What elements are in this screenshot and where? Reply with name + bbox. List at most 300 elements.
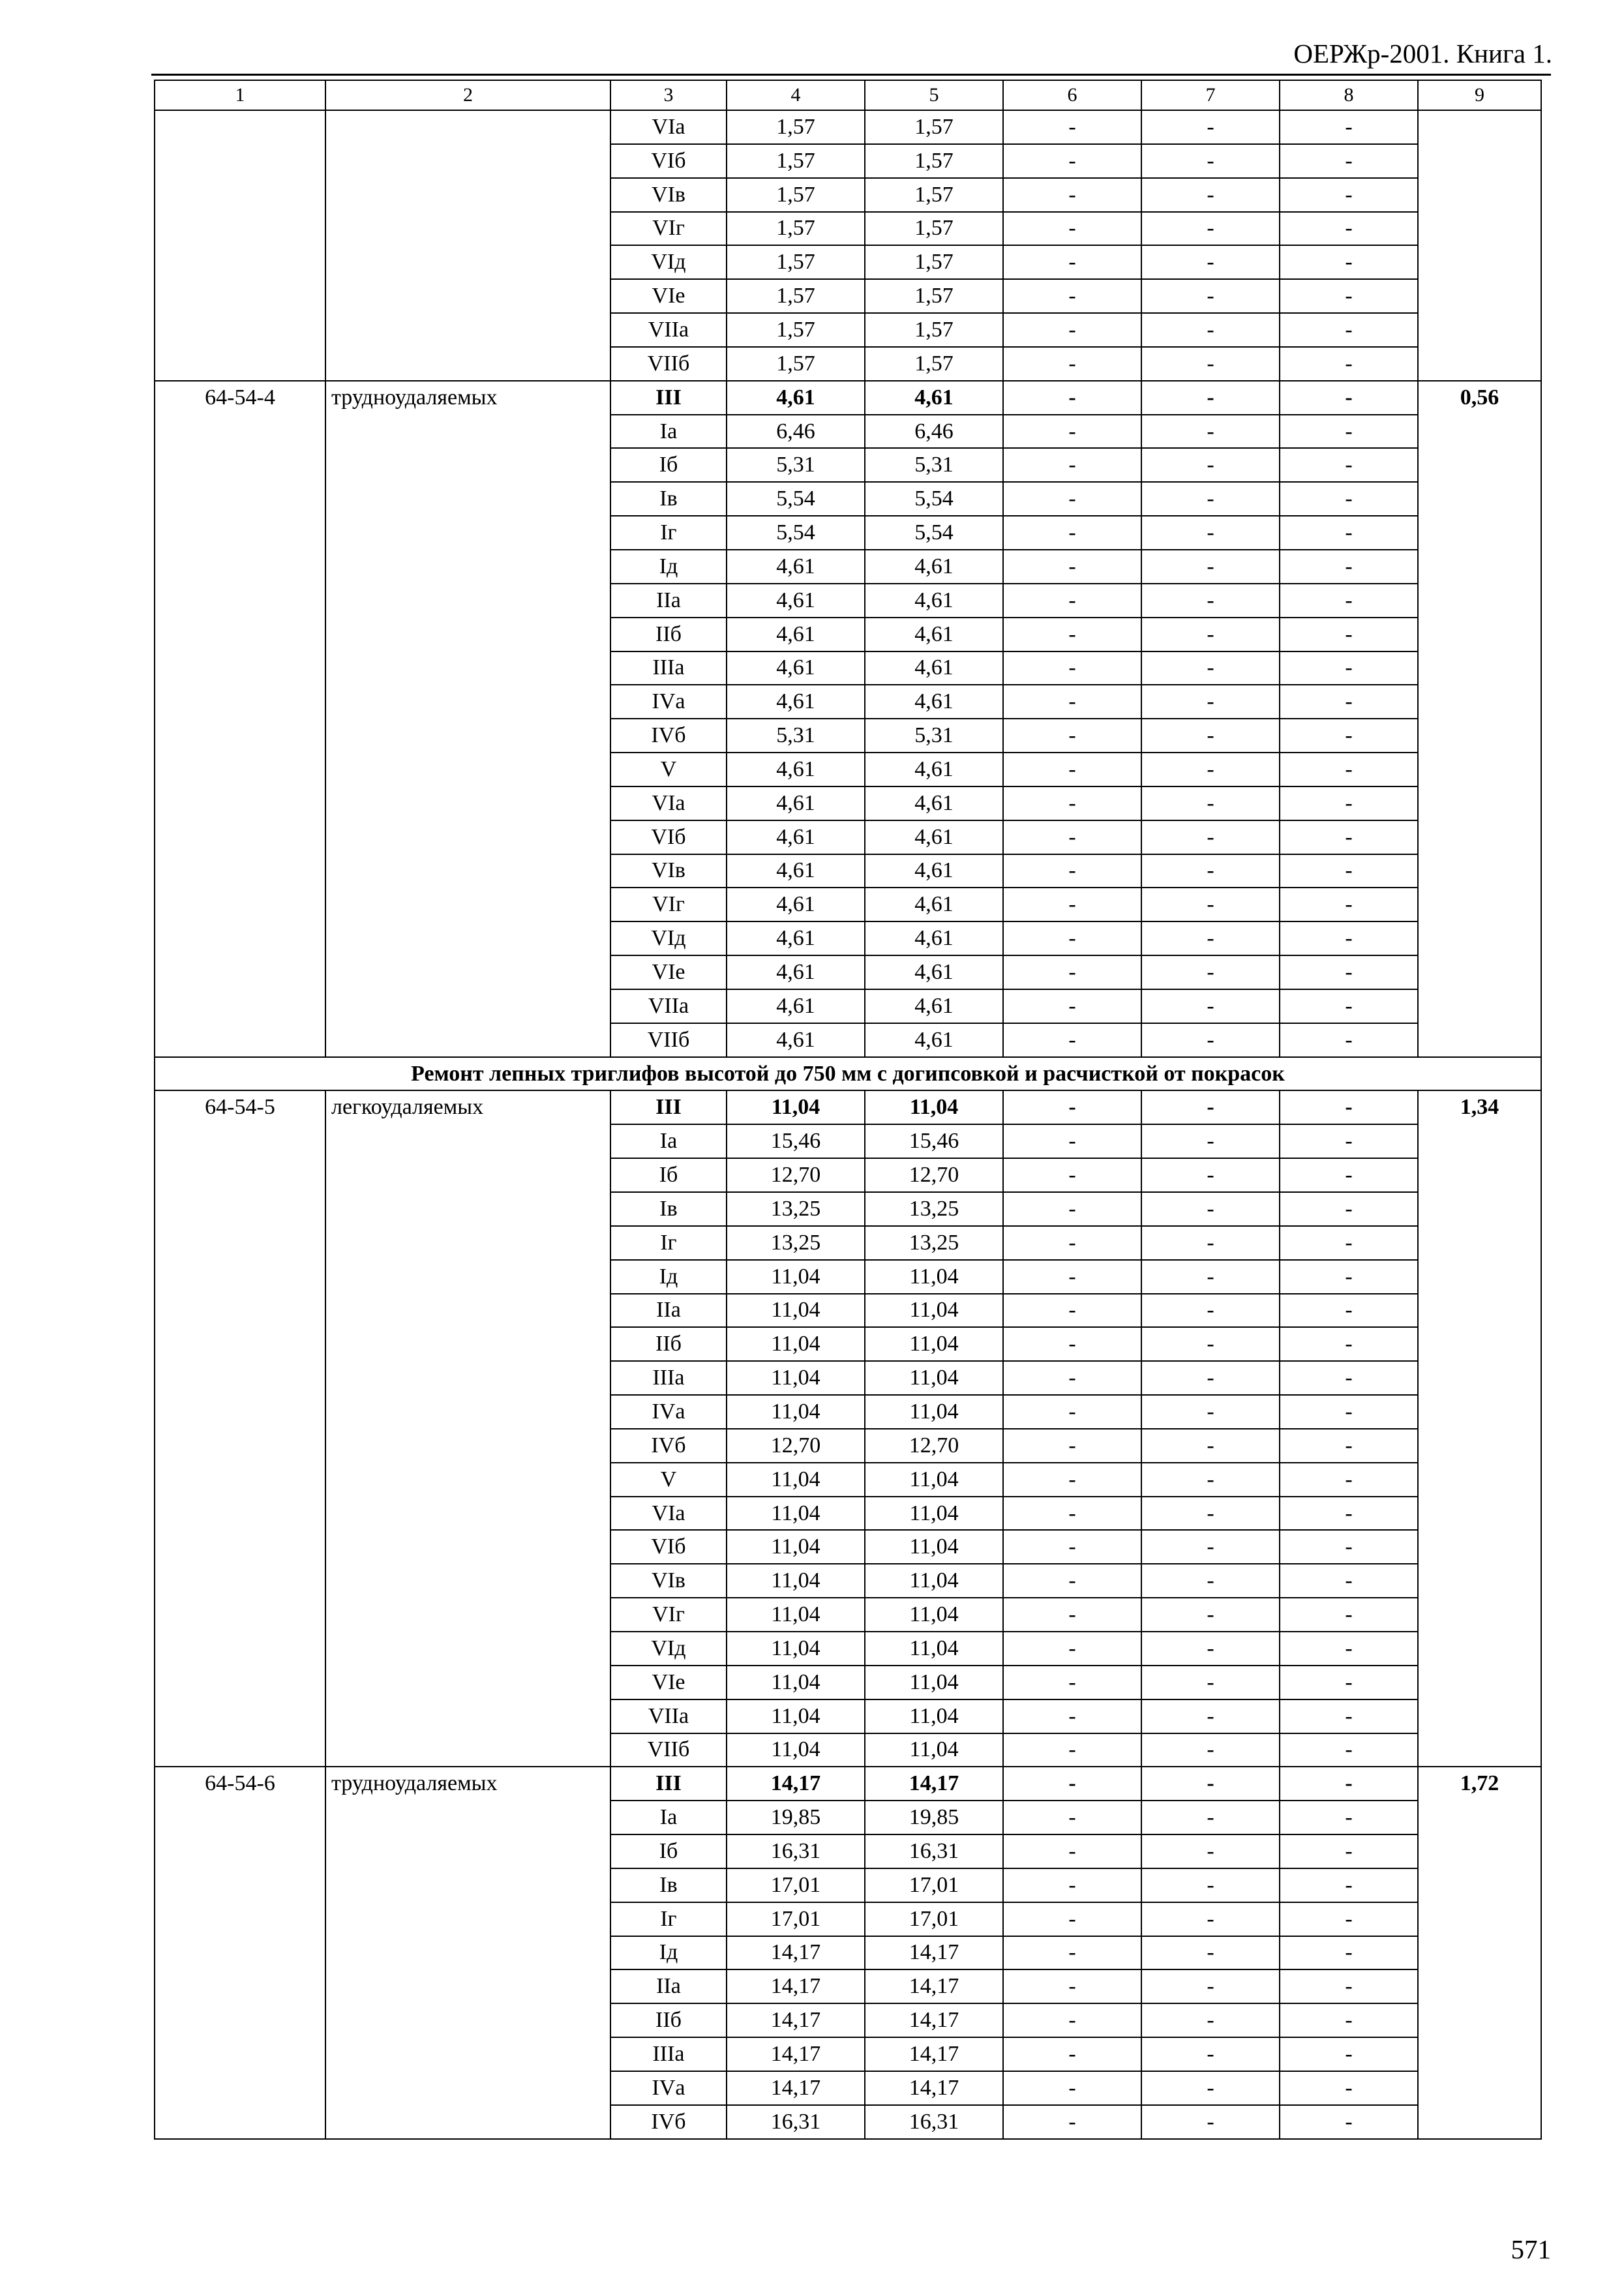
value-cell: - — [1280, 753, 1418, 786]
zone-cell: Iг — [610, 516, 727, 550]
value-cell: 11,04 — [727, 1260, 865, 1294]
value-cell: - — [1280, 448, 1418, 482]
value-cell: - — [1141, 820, 1280, 854]
value-cell: - — [1280, 2105, 1418, 2139]
value-cell: 4,61 — [865, 1023, 1003, 1057]
value-cell: 11,04 — [865, 1395, 1003, 1429]
value-cell: 5,54 — [865, 482, 1003, 516]
value-cell: - — [1141, 1530, 1280, 1564]
value-cell: 11,04 — [865, 1733, 1003, 1767]
value-cell: - — [1003, 1192, 1141, 1226]
column-number-cell: 4 — [727, 80, 865, 110]
zone-cell: Iд — [610, 1260, 727, 1294]
value-cell: 4,61 — [865, 820, 1003, 854]
value-cell: 1,57 — [727, 347, 865, 381]
value-cell: - — [1003, 2003, 1141, 2037]
value-cell: - — [1141, 516, 1280, 550]
page-number: 571 — [1511, 2234, 1551, 2264]
col9-value — [1418, 110, 1541, 381]
value-cell: - — [1003, 279, 1141, 313]
value-cell: - — [1003, 1902, 1141, 1936]
value-cell: 1,57 — [865, 144, 1003, 178]
value-cell: - — [1280, 1226, 1418, 1260]
value-cell: 17,01 — [865, 1902, 1003, 1936]
zone-cell: VIд — [610, 245, 727, 279]
value-cell: - — [1003, 989, 1141, 1023]
column-number-cell: 2 — [325, 80, 610, 110]
value-cell: - — [1003, 2071, 1141, 2105]
value-cell: 1,57 — [727, 313, 865, 347]
column-number-cell: 9 — [1418, 80, 1541, 110]
value-cell: - — [1141, 1327, 1280, 1361]
zone-cell: IVб — [610, 2105, 727, 2139]
value-cell: - — [1141, 786, 1280, 820]
value-cell: - — [1003, 381, 1141, 415]
value-cell: 5,54 — [727, 482, 865, 516]
value-cell: - — [1280, 1090, 1418, 1124]
column-number-cell: 7 — [1141, 80, 1280, 110]
value-cell: - — [1003, 415, 1141, 449]
value-cell: 11,04 — [865, 1294, 1003, 1328]
value-cell: - — [1003, 753, 1141, 786]
value-cell: 4,61 — [727, 989, 865, 1023]
zone-cell: VIIб — [610, 1023, 727, 1057]
value-cell: - — [1141, 1834, 1280, 1868]
value-cell: - — [1280, 415, 1418, 449]
zone-cell: Iб — [610, 1834, 727, 1868]
value-cell: - — [1280, 584, 1418, 618]
zone-cell: Iв — [610, 482, 727, 516]
zone-cell: Iв — [610, 1868, 727, 1902]
zone-cell: VIе — [610, 279, 727, 313]
value-cell: - — [1141, 245, 1280, 279]
value-cell: 11,04 — [865, 1632, 1003, 1666]
value-cell: - — [1280, 1767, 1418, 1801]
value-cell: - — [1280, 989, 1418, 1023]
value-cell: - — [1280, 1192, 1418, 1226]
value-cell: - — [1280, 482, 1418, 516]
value-cell: - — [1003, 1699, 1141, 1733]
value-cell: 1,57 — [865, 212, 1003, 246]
value-cell: 11,04 — [865, 1463, 1003, 1497]
value-cell: 11,04 — [727, 1327, 865, 1361]
value-cell: - — [1141, 955, 1280, 989]
value-cell: 4,61 — [865, 786, 1003, 820]
rate-name — [325, 110, 610, 381]
value-cell: - — [1141, 1294, 1280, 1328]
value-cell: - — [1280, 212, 1418, 246]
value-cell: 11,04 — [727, 1564, 865, 1598]
value-cell: - — [1280, 1497, 1418, 1531]
value-cell: - — [1280, 1361, 1418, 1395]
value-cell: 14,17 — [727, 2037, 865, 2071]
value-cell: 11,04 — [727, 1463, 865, 1497]
column-number-cell: 1 — [155, 80, 325, 110]
value-cell: 4,61 — [727, 584, 865, 618]
value-cell: - — [1003, 584, 1141, 618]
value-cell: 4,61 — [865, 584, 1003, 618]
section-title: Ремонт лепных триглифов высотой до 750 мм с догипсовкой и расчисткой от покрасок — [155, 1057, 1541, 1091]
value-cell: 17,01 — [727, 1902, 865, 1936]
value-cell: - — [1003, 685, 1141, 719]
value-cell: 14,17 — [727, 1936, 865, 1970]
value-cell: - — [1141, 1564, 1280, 1598]
zone-cell: VIIб — [610, 347, 727, 381]
value-cell: - — [1141, 584, 1280, 618]
value-cell: 11,04 — [727, 1666, 865, 1699]
value-cell: 1,57 — [865, 279, 1003, 313]
table-row — [155, 381, 1541, 415]
value-cell: - — [1280, 1902, 1418, 1936]
value-cell: - — [1141, 1192, 1280, 1226]
value-cell: 5,31 — [727, 719, 865, 753]
section-row — [155, 1057, 1541, 1091]
value-cell: 4,61 — [727, 651, 865, 685]
value-cell: - — [1003, 1327, 1141, 1361]
zone-cell: VIг — [610, 888, 727, 921]
rate-code — [155, 110, 325, 381]
zone-cell: VIв — [610, 854, 727, 888]
zone-cell: III — [610, 1767, 727, 1801]
value-cell: 1,57 — [727, 279, 865, 313]
column-number-cell: 5 — [865, 80, 1003, 110]
value-cell: - — [1003, 888, 1141, 921]
value-cell: 1,57 — [727, 212, 865, 246]
col9-value: 0,56 — [1418, 381, 1541, 1057]
value-cell: - — [1003, 516, 1141, 550]
value-cell: - — [1003, 1801, 1141, 1834]
value-cell: - — [1141, 144, 1280, 178]
value-cell: - — [1141, 1429, 1280, 1463]
value-cell: - — [1280, 516, 1418, 550]
value-cell: - — [1280, 313, 1418, 347]
value-cell: - — [1141, 2071, 1280, 2105]
rate-name: легкоудаляемых — [325, 1090, 610, 1767]
value-cell: 12,70 — [727, 1429, 865, 1463]
value-cell: 4,61 — [727, 1023, 865, 1057]
value-cell: - — [1280, 1124, 1418, 1158]
zone-cell: VIд — [610, 1632, 727, 1666]
zone-cell: IIб — [610, 2003, 727, 2037]
value-cell: - — [1003, 550, 1141, 584]
value-cell: - — [1003, 1395, 1141, 1429]
value-cell: - — [1141, 1699, 1280, 1733]
value-cell: 14,17 — [727, 1969, 865, 2003]
zone-cell: IIIа — [610, 651, 727, 685]
value-cell: 4,61 — [727, 381, 865, 415]
value-cell: - — [1003, 1868, 1141, 1902]
value-cell: - — [1280, 786, 1418, 820]
value-cell: 1,57 — [727, 245, 865, 279]
value-cell: - — [1141, 1090, 1280, 1124]
zone-cell: IVа — [610, 1395, 727, 1429]
zone-cell: IVа — [610, 685, 727, 719]
value-cell: - — [1280, 1327, 1418, 1361]
value-cell: 11,04 — [865, 1327, 1003, 1361]
value-cell: 19,85 — [865, 1801, 1003, 1834]
value-cell: 16,31 — [865, 2105, 1003, 2139]
value-cell: 14,17 — [865, 1936, 1003, 1970]
value-cell: - — [1280, 1868, 1418, 1902]
page-header: ОЕРЖр-2001. Книга 1. — [1293, 38, 1552, 68]
value-cell: - — [1141, 313, 1280, 347]
value-cell: - — [1141, 989, 1280, 1023]
value-cell: - — [1280, 1969, 1418, 2003]
value-cell: - — [1141, 719, 1280, 753]
value-cell: - — [1003, 1969, 1141, 2003]
zone-cell: Iг — [610, 1902, 727, 1936]
zone-cell: VIа — [610, 110, 727, 144]
value-cell: - — [1280, 2003, 1418, 2037]
value-cell: 11,04 — [865, 1090, 1003, 1124]
value-cell: - — [1141, 1801, 1280, 1834]
value-cell: - — [1003, 618, 1141, 651]
value-cell: 11,04 — [727, 1294, 865, 1328]
value-cell: - — [1141, 1868, 1280, 1902]
value-cell: 15,46 — [865, 1124, 1003, 1158]
value-cell: - — [1003, 1834, 1141, 1868]
value-cell: - — [1280, 1699, 1418, 1733]
zone-cell: Iа — [610, 1801, 727, 1834]
value-cell: 11,04 — [727, 1598, 865, 1632]
value-cell: 4,61 — [727, 955, 865, 989]
value-cell: - — [1280, 1260, 1418, 1294]
value-cell: 11,04 — [727, 1632, 865, 1666]
value-cell: 4,61 — [865, 685, 1003, 719]
zone-cell: IVб — [610, 1429, 727, 1463]
value-cell: - — [1141, 212, 1280, 246]
value-cell: - — [1141, 651, 1280, 685]
value-cell: - — [1141, 110, 1280, 144]
value-cell: - — [1280, 820, 1418, 854]
value-cell: 14,17 — [865, 2037, 1003, 2071]
value-cell: - — [1003, 482, 1141, 516]
value-cell: - — [1141, 1902, 1280, 1936]
value-cell: 1,57 — [865, 245, 1003, 279]
value-cell: 11,04 — [865, 1699, 1003, 1733]
value-cell: 4,61 — [727, 786, 865, 820]
value-cell: - — [1003, 854, 1141, 888]
value-cell: 11,04 — [865, 1260, 1003, 1294]
value-cell: - — [1280, 1733, 1418, 1767]
value-cell: - — [1141, 1767, 1280, 1801]
value-cell: - — [1280, 955, 1418, 989]
column-number-cell: 8 — [1280, 80, 1418, 110]
table-row — [155, 1767, 1541, 1801]
value-cell: 13,25 — [865, 1192, 1003, 1226]
value-cell: - — [1003, 1632, 1141, 1666]
column-number-cell: 6 — [1003, 80, 1141, 110]
rate-code: 64-54-6 — [155, 1767, 325, 2138]
value-cell: - — [1280, 1834, 1418, 1868]
zone-cell: VIе — [610, 1666, 727, 1699]
value-cell: 13,25 — [727, 1226, 865, 1260]
column-number-row — [155, 80, 1541, 110]
value-cell: 11,04 — [865, 1361, 1003, 1395]
value-cell: - — [1141, 921, 1280, 955]
value-cell: - — [1141, 1260, 1280, 1294]
zone-cell: VIв — [610, 1564, 727, 1598]
zone-cell: IIа — [610, 1969, 727, 2003]
value-cell: - — [1141, 1497, 1280, 1531]
value-cell: - — [1280, 888, 1418, 921]
zone-cell: Iд — [610, 550, 727, 584]
value-cell: - — [1141, 1598, 1280, 1632]
value-cell: - — [1003, 347, 1141, 381]
value-cell: 4,61 — [865, 753, 1003, 786]
value-cell: 6,46 — [727, 415, 865, 449]
value-cell: 1,57 — [727, 178, 865, 212]
value-cell: - — [1003, 820, 1141, 854]
value-cell: 11,04 — [727, 1733, 865, 1767]
value-cell: - — [1003, 1226, 1141, 1260]
value-cell: 14,17 — [865, 1767, 1003, 1801]
value-cell: - — [1003, 1023, 1141, 1057]
value-cell: 6,46 — [865, 415, 1003, 449]
value-cell: 4,61 — [865, 854, 1003, 888]
value-cell: 4,61 — [727, 888, 865, 921]
value-cell: - — [1280, 2037, 1418, 2071]
value-cell: - — [1003, 786, 1141, 820]
zone-cell: VIа — [610, 786, 727, 820]
value-cell: - — [1141, 347, 1280, 381]
value-cell: - — [1003, 144, 1141, 178]
value-cell: - — [1141, 1395, 1280, 1429]
value-cell: - — [1280, 1395, 1418, 1429]
value-cell: 13,25 — [727, 1192, 865, 1226]
value-cell: 1,57 — [865, 178, 1003, 212]
value-cell: - — [1003, 921, 1141, 955]
value-cell: 11,04 — [727, 1395, 865, 1429]
value-cell: 4,61 — [865, 888, 1003, 921]
value-cell: 5,54 — [865, 516, 1003, 550]
zone-cell: Iа — [610, 415, 727, 449]
value-cell: 4,61 — [727, 685, 865, 719]
zone-cell: VIд — [610, 921, 727, 955]
value-cell: - — [1003, 1936, 1141, 1970]
value-cell: - — [1280, 178, 1418, 212]
value-cell: 16,31 — [727, 1834, 865, 1868]
col9-value: 1,34 — [1418, 1090, 1541, 1767]
value-cell: - — [1280, 685, 1418, 719]
value-cell: - — [1141, 753, 1280, 786]
value-cell: - — [1141, 178, 1280, 212]
value-cell: - — [1003, 245, 1141, 279]
value-cell: 4,61 — [865, 955, 1003, 989]
value-cell: 15,46 — [727, 1124, 865, 1158]
value-cell: 4,61 — [727, 854, 865, 888]
zone-cell: III — [610, 381, 727, 415]
value-cell: 4,61 — [865, 381, 1003, 415]
value-cell: - — [1280, 1023, 1418, 1057]
value-cell: - — [1280, 651, 1418, 685]
value-cell: 1,57 — [865, 313, 1003, 347]
value-cell: - — [1003, 2037, 1141, 2071]
value-cell: - — [1003, 1158, 1141, 1192]
value-cell: - — [1280, 719, 1418, 753]
rate-name: трудноудаляемых — [325, 1767, 610, 2138]
value-cell: 5,54 — [727, 516, 865, 550]
column-number-cell: 3 — [610, 80, 727, 110]
value-cell: - — [1280, 1463, 1418, 1497]
zone-cell: VIе — [610, 955, 727, 989]
zone-cell: Iг — [610, 1226, 727, 1260]
zone-cell: VIг — [610, 212, 727, 246]
value-cell: - — [1003, 719, 1141, 753]
value-cell: - — [1141, 415, 1280, 449]
zone-cell: III — [610, 1090, 727, 1124]
zone-cell: IIб — [610, 1327, 727, 1361]
value-cell: - — [1141, 381, 1280, 415]
value-cell: 4,61 — [727, 550, 865, 584]
value-cell: - — [1280, 1936, 1418, 1970]
value-cell: - — [1280, 1294, 1418, 1328]
value-cell: 11,04 — [727, 1699, 865, 1733]
rate-name: трудноудаляемых — [325, 381, 610, 1057]
zone-cell: VIа — [610, 1497, 727, 1531]
value-cell: - — [1280, 1564, 1418, 1598]
value-cell: 4,61 — [865, 989, 1003, 1023]
value-cell: - — [1003, 1666, 1141, 1699]
value-cell: - — [1141, 854, 1280, 888]
value-cell: - — [1141, 685, 1280, 719]
zone-cell: VIIб — [610, 1733, 727, 1767]
value-cell: 1,57 — [865, 110, 1003, 144]
value-cell: 14,17 — [727, 2071, 865, 2105]
zone-cell: IIIа — [610, 1361, 727, 1395]
value-cell: 4,61 — [727, 921, 865, 955]
value-cell: - — [1141, 888, 1280, 921]
value-cell: - — [1141, 1158, 1280, 1192]
value-cell: - — [1280, 279, 1418, 313]
zone-cell: IIIа — [610, 2037, 727, 2071]
zone-cell: V — [610, 1463, 727, 1497]
table-row — [155, 110, 1541, 144]
value-cell: 14,17 — [865, 2071, 1003, 2105]
value-cell: 11,04 — [865, 1666, 1003, 1699]
value-cell: - — [1280, 2071, 1418, 2105]
value-cell: - — [1280, 381, 1418, 415]
value-cell: - — [1280, 1429, 1418, 1463]
value-cell: - — [1141, 482, 1280, 516]
value-cell: - — [1141, 2037, 1280, 2071]
value-cell: 19,85 — [727, 1801, 865, 1834]
zone-cell: IIа — [610, 584, 727, 618]
rate-code: 64-54-5 — [155, 1090, 325, 1767]
value-cell: - — [1003, 1767, 1141, 1801]
value-cell: 4,61 — [727, 618, 865, 651]
zone-cell: VIв — [610, 178, 727, 212]
value-cell: - — [1280, 921, 1418, 955]
value-cell: - — [1280, 1158, 1418, 1192]
value-cell: 4,61 — [727, 820, 865, 854]
value-cell: 5,31 — [865, 448, 1003, 482]
value-cell: 17,01 — [727, 1868, 865, 1902]
value-cell: - — [1003, 212, 1141, 246]
zone-cell: IIб — [610, 618, 727, 651]
value-cell: - — [1003, 1598, 1141, 1632]
value-cell: - — [1003, 955, 1141, 989]
value-cell: - — [1003, 1733, 1141, 1767]
value-cell: - — [1141, 2003, 1280, 2037]
value-cell: 11,04 — [865, 1598, 1003, 1632]
value-cell: - — [1280, 144, 1418, 178]
value-cell: 12,70 — [865, 1429, 1003, 1463]
value-cell: - — [1141, 1936, 1280, 1970]
value-cell: - — [1141, 1361, 1280, 1395]
zone-cell: Iд — [610, 1936, 727, 1970]
zone-cell: VIIа — [610, 989, 727, 1023]
